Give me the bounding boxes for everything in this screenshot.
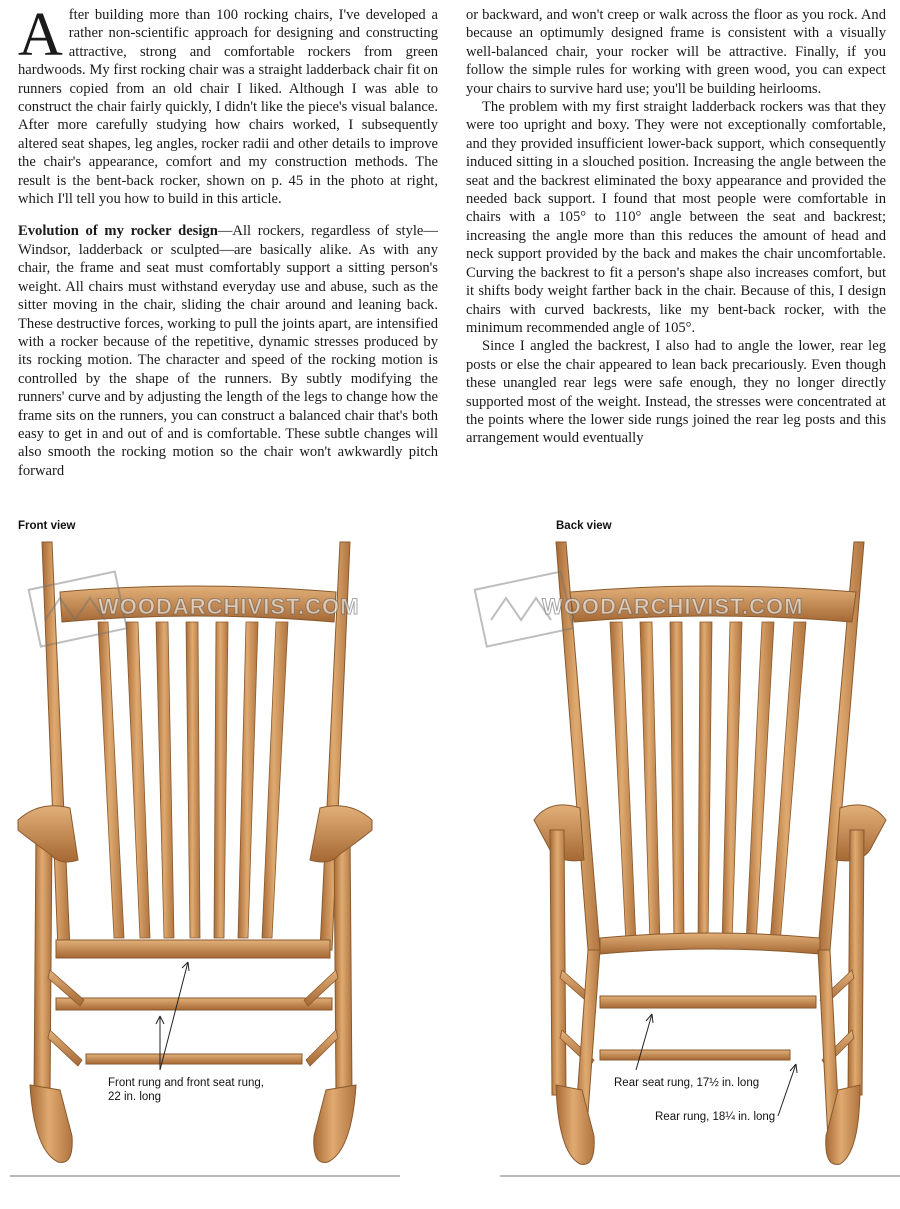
right-text-column [466, 6, 886, 448]
drop-cap: A [18, 1, 63, 69]
lower-rung [86, 1054, 302, 1064]
right-runner [314, 1085, 356, 1162]
left-text-column [18, 1, 438, 480]
back-slats [98, 622, 288, 938]
evolution-paragraph-text: —All rockers, regardless of style—Windsor, ladderback or sculpted—are basically alike. As with any chair, the frame and seat must comfortably support a sitting person's weight. All chairs must withstand everyday use and abuse, such as the sitter moving in the chair, sliding the chair around and leaning back. These destructive forces, working to pull the joints apart, are intensified with a rocker because of the repetitive, dynamic stresses produced by its rocking motion. The character and speed of the rocking motion is controlled by the shape of the runners. By subtly modifying the runners' curve and by adjusting the length of the legs to change how the frame sits on the runners, you can construct a balanced chair that's both easy to get in and out of and is comfortable. These subtle changes will also smooth the rocking motion so the chair won't awkwardly pitch forward [18, 223, 438, 479]
rear-seat-rung [600, 933, 820, 954]
right-arm [310, 806, 372, 862]
continued-paragraph: or backward, and won't creep or walk across the floor as you rock. And because an optimumly designed frame is consistent with a visually well-balanced chair, your rocker will be attractive. Finally, if you follow the simple rules for working with green wood, you can expect your chairs to survive hard use; you'll be building heirlooms. [466, 7, 886, 97]
rear-rung [600, 996, 816, 1008]
left-front-leg [550, 830, 566, 1095]
left-runner [30, 1085, 72, 1162]
front-seat-rung [56, 940, 330, 958]
front-view-label: Front view [18, 520, 76, 532]
intro-paragraph [18, 1, 438, 208]
evolution-paragraph [18, 222, 438, 480]
front-callout-line1: Front rung and front seat rung, [108, 1077, 264, 1089]
front-callout-line2: 22 in. long [108, 1091, 162, 1103]
side-rungs [48, 970, 338, 1066]
ladderback-problem-paragraph: The problem with my first straight ladderback rockers was that they were too upright and boxy. They were not exceptionally comfortable, and they provided insufficient lower-back support, which consequently induced sitting in a slouched position. Increasing the angle between the seat and the backrest eliminated the boxy appearance and provided the needed back support. I found that most people were comfortable in chairs with a 105° to 110° angle between the seat and backrest; increasing the angle more than this reduces the amount of head and neck support provided by the back and makes the chair uncomfortable. Curving the backrest to fit a person's shape also increases comfort, but it shifts body weight farther back in the chair. Because of this, I design chairs with curved backrests, like my bent-back rocker, with the minimum recommended angle of 105°. [466, 99, 886, 336]
rear-rung-callout: Rear rung, 18¼ in. long [655, 1111, 776, 1123]
angled-backrest-paragraph: Since I angled the backrest, I also had to angle the lower, rear leg posts or else the chair appeared to lean back precariously. Even though these unangled rear legs were safe enough, they no longer directly supported most of the weight. Instead, the stresses were concentrated at the points where the lower side rungs joined the rear leg posts and this arrangement would eventually [466, 338, 886, 447]
back-slats [610, 622, 806, 944]
rear-seat-rung-callout: Rear seat rung, 17½ in. long [614, 1077, 760, 1089]
front-rung-callout [108, 1076, 264, 1104]
section-heading: Evolution of my rocker design [18, 223, 218, 240]
back-view-label: Back view [556, 520, 612, 532]
chair-illustration [0, 510, 900, 1200]
intro-paragraph-text: fter building more than 100 rocking chairs, I've developed a rather non-scientific approach for designing and constructing attractive, strong and comfortable rockers from green hardwoods. My first rocking chair was a straight ladderback chair fit on runners copied from an old chair I liked. Although I was able to construct the chair fairly quickly, I didn't like the piece's visual balance. After more carefully studying how chairs worked, I subsequently altered seat shapes, leg angles, rocker radii and other details to improve the chair's appearance, comfort and my construction methods. The result is the bent-back rocker, shown on p. 45 in the photo at right, which I'll tell you how to build in this article. [18, 7, 438, 208]
left-front-leg [34, 830, 52, 1095]
right-front-leg [334, 830, 352, 1095]
watermark-text-left: WOODARCHIVIST.COM [98, 594, 360, 619]
right-front-leg [848, 830, 864, 1095]
watermark-text-right: WOODARCHIVIST.COM [542, 594, 804, 619]
front-rung [56, 998, 332, 1010]
lower-rear-rung [600, 1050, 790, 1060]
